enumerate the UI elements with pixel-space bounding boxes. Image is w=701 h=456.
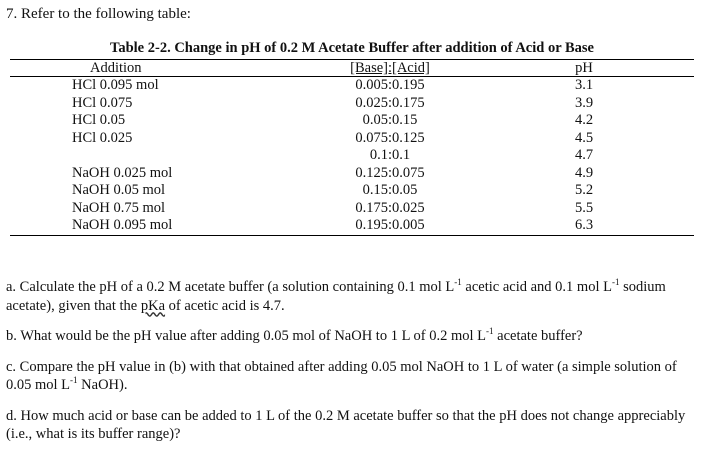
cell-ratio: 0.175:0.025 <box>355 199 425 216</box>
header-addition: Addition <box>10 60 290 77</box>
header-ratio <box>290 60 490 77</box>
ph-table <box>10 59 694 236</box>
question-c <box>6 358 696 395</box>
question-b <box>6 327 696 346</box>
header-ratio-label: [Base]:[Acid] <box>350 60 430 76</box>
question-a-text-3: sodium acetate), given that the <box>6 279 666 314</box>
cell-ratio: 0.05:0.15 <box>362 112 418 128</box>
table-row <box>10 112 694 130</box>
question-a-text-2: acetic acid and 0.1 mol L <box>461 279 612 295</box>
question-b-text-2: acetate buffer? <box>493 328 583 344</box>
cell-addition: NaOH 0.025 mol <box>72 164 173 181</box>
question-a <box>6 278 696 315</box>
cell-addition: NaOH 0.095 mol <box>10 217 290 235</box>
table-header-row <box>10 60 694 77</box>
cell-ph: 3.9 <box>574 94 594 111</box>
cell-addition: HCl 0.075 <box>72 94 133 111</box>
cell-ph: 6.3 <box>490 217 694 235</box>
cell-addition: HCl 0.025 <box>72 129 133 146</box>
cell-ratio: 0.075:0.125 <box>355 129 425 146</box>
cell-addition: NaOH 0.05 mol <box>72 182 166 198</box>
ph-table-section <box>10 40 694 236</box>
question-title: 7. Refer to the following table: <box>6 6 191 22</box>
cell-ph: 3.1 <box>574 77 594 93</box>
cell-ratio: 0.125:0.075 <box>355 164 425 181</box>
cell-ph: 4.9 <box>574 164 594 181</box>
table-row <box>10 147 694 165</box>
table-row <box>10 165 694 183</box>
question-c-text-1: c. Compare the pH value in (b) with that obtained after adding 0.05 mol NaOH to 1 L of water (a simple solution of 0.05 mol L <box>6 358 677 393</box>
table-body <box>10 77 694 236</box>
cell-ph: 5.2 <box>574 182 594 198</box>
table-row <box>10 95 694 113</box>
table-row <box>10 182 694 200</box>
question-b-sup: -1 <box>486 326 494 337</box>
cell-addition: HCl 0.095 mol <box>72 77 159 93</box>
header-ph: pH <box>490 60 694 77</box>
cell-ph: 4.5 <box>574 129 594 146</box>
table-caption: Table 2-2. Change in pH of 0.2 M Acetate Buffer after addition of Acid or Base <box>110 40 594 56</box>
pka-term: pKa <box>140 297 166 314</box>
question-c-sup: -1 <box>70 375 78 386</box>
question-b-text-1: b. What would be the pH value after adding 0.05 mol of NaOH to 1 L of 0.2 mol L <box>6 328 487 344</box>
cell-ratio: 0.15:0.05 <box>362 182 418 198</box>
cell-addition: HCl 0.05 <box>72 112 126 128</box>
question-d: d. How much acid or base can be added to 1 L of the 0.2 M acetate buffer so that the pH does not change appreciably (i.e., what is its buffer range)? <box>6 407 686 442</box>
cell-addition: NaOH 0.75 mol <box>72 199 166 216</box>
question-c-text-2: NaOH). <box>77 377 128 393</box>
cell-addition <box>10 147 290 165</box>
table-row <box>10 77 694 95</box>
cell-ph: 4.2 <box>574 112 594 128</box>
cell-ph: 4.7 <box>574 147 594 163</box>
cell-ratio: 0.005:0.195 <box>355 77 425 93</box>
question-a-text-4: of acetic acid is 4.7. <box>165 297 285 314</box>
cell-ratio: 0.025:0.175 <box>355 94 425 111</box>
table-row <box>10 200 694 218</box>
cell-ratio: 0.195:0.005 <box>290 217 490 235</box>
table-row <box>10 217 694 235</box>
question-a-sup-1: -1 <box>454 277 462 288</box>
question-a-text-1: a. Calculate the pH of a 0.2 M acetate buffer (a solution containing 0.1 mol L <box>6 279 455 295</box>
questions-section <box>6 278 696 456</box>
cell-ph: 5.5 <box>574 199 594 216</box>
cell-ratio: 0.1:0.1 <box>369 147 411 163</box>
table-row <box>10 130 694 148</box>
question-a-sup-2: -1 <box>611 277 620 288</box>
